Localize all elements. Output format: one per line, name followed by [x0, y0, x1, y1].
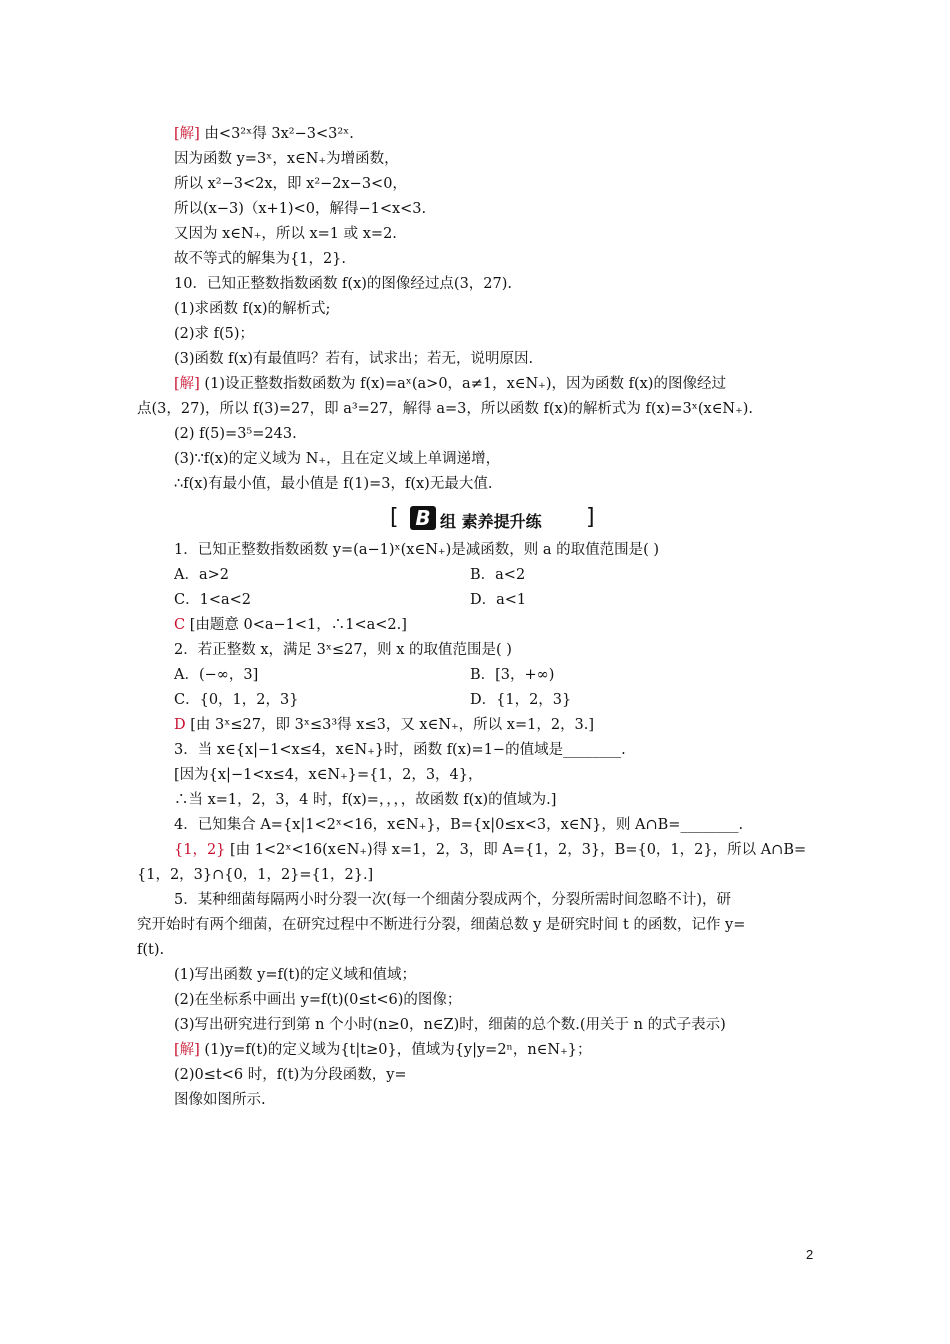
question-3: 3．当 x∈{x|−1<x≤4，x∈N₊}时，函数 f(x)=1−的值域是________. — [174, 742, 626, 758]
solution-tag: [解] — [174, 1042, 200, 1058]
page-number: 2 — [806, 1247, 814, 1262]
option-b: B．a<2 — [470, 567, 526, 583]
text-line: (2)0≤t<6 时，f(t)为分段函数，y= — [174, 1067, 407, 1083]
question-1: 1．已知正整数指数函数 y=(a−1)ˣ(x∈N₊)是减函数，则 a 的取值范围是( ) — [174, 542, 660, 558]
text-line: {1，2，3}∩{0，1，2}={1，2}.] — [137, 867, 374, 883]
text-line: ∴f(x)有最小值，最小值是 f(1)=3，f(x)无最大值. — [174, 476, 493, 492]
text-line: 图像如图所示. — [174, 1092, 266, 1108]
option-d: D．a<1 — [470, 592, 527, 608]
text-line: (3)∵f(x)的定义域为 N₊，且在定义域上单调递增， — [174, 451, 501, 467]
text-line: (3)写出研究进行到第 n 个小时(n≥0，n∈Z)时，细菌的总个数.(用关于 n 的式子表示) — [174, 1017, 726, 1033]
option-a: A．a>2 — [174, 567, 229, 583]
solution-line-2: [解] (1)设正整数指数函数为 f(x)=aˣ(a>0，a≠1，x∈N₊)，因为函数 f(x)的图像经过 — [174, 376, 726, 392]
solution-tag: [解] — [174, 126, 200, 142]
answer-1: C [由题意 0<a−1<1，∴1<a<2.] — [174, 617, 407, 633]
answer-tag: {1，2} — [174, 842, 226, 858]
question-4: 4．已知集合 A={x|1<2ˣ<16，x∈N₊}，B={x|0≤x<3，x∈N}，则 A∩B=________. — [174, 817, 744, 833]
question-2: 2．若正整数 x，满足 3ˣ≤27，则 x 的取值范围是( ) — [174, 642, 512, 658]
solution-tag: [解] — [174, 376, 200, 392]
section-b-banner — [390, 505, 600, 533]
option-c: C．{0，1，2，3} — [174, 692, 299, 708]
text-line: 所以 x²−3<2x，即 x²−2x−3<0， — [174, 176, 407, 192]
b-group-logo-icon: B — [410, 506, 436, 530]
solution-line-1: [解] 由<3²ˣ得 3x²−3<3²ˣ. — [174, 126, 354, 142]
text-line: (2)求 f(5)； — [174, 326, 255, 342]
text-line: (1)求函数 f(x)的解析式; — [174, 301, 331, 317]
option-a: A．(−∞，3] — [174, 667, 259, 683]
question-10: 10．已知正整数指数函数 f(x)的图像经过点(3，27). — [174, 276, 513, 292]
option-c: C．1<a<2 — [174, 592, 251, 608]
answer-2: D [由 3ˣ≤27，即 3ˣ≤3³得 x≤3，又 x∈N₊，所以 x=1，2，3.] — [174, 717, 595, 733]
answer-tag: C — [174, 617, 186, 633]
text-line: 故不等式的解集为{1，2}. — [174, 251, 347, 267]
text-line: 所以(x−3)（x+1)<0，解得−1<x<3. — [174, 201, 427, 217]
text-line: [因为{x|−1<x≤4，x∈N₊}={1，2，3，4}， — [174, 767, 483, 783]
text-line: (2)在坐标系中画出 y=f(t)(0≤t<6)的图像； — [174, 992, 462, 1008]
text-line: (1)写出函数 y=f(t)的定义域和值域； — [174, 967, 416, 983]
text-line: ∴当 x=1，2，3，4 时，f(x)=，，，，故函数 f(x)的值域为.] — [174, 792, 557, 808]
answer-4: {1，2} [由 1<2ˣ<16(x∈N₊)得 x=1，2，3，即 A={1，2，3}，B={0，1，2}，所以 A∩B= — [174, 842, 807, 858]
answer-tag: D — [174, 717, 186, 733]
text-line: 究开始时有两个细菌，在研究过程中不断进行分裂，细菌总数 y 是研究时间 t 的函数，记作 y= — [137, 917, 746, 933]
option-d: D．{1，2，3} — [470, 692, 572, 708]
text-line: 又因为 x∈N₊，所以 x=1 或 x=2. — [174, 226, 397, 242]
banner-close-bracket: ] — [586, 505, 595, 530]
question-5: 5．某种细菌每隔两小时分裂一次(每一个细菌分裂成两个，分裂所需时间忽略不计)，研 — [174, 892, 732, 908]
banner-label: 组 素养提升练 — [440, 512, 542, 531]
text-line: (3)函数 f(x)有最值吗？若有，试求出；若无，说明原因. — [174, 351, 534, 367]
text-line: f(t). — [137, 942, 165, 958]
banner-open-bracket: [ — [390, 505, 399, 530]
text-line: 点(3，27)，所以 f(3)=27，即 a³=27，解得 a=3，所以函数 f(x)的解析式为 f(x)=3ˣ(x∈N₊). — [137, 401, 754, 417]
text-line: (2) f(5)=3⁵=243. — [174, 426, 297, 442]
option-b: B．[3，+∞) — [470, 667, 555, 683]
text-line: 因为函数 y=3ˣ，x∈N₊为增函数， — [174, 151, 399, 167]
solution-line-3: [解] (1)y=f(t)的定义域为{t|t≥0}，值域为{y|y=2ⁿ，n∈N₊}； — [174, 1042, 592, 1058]
